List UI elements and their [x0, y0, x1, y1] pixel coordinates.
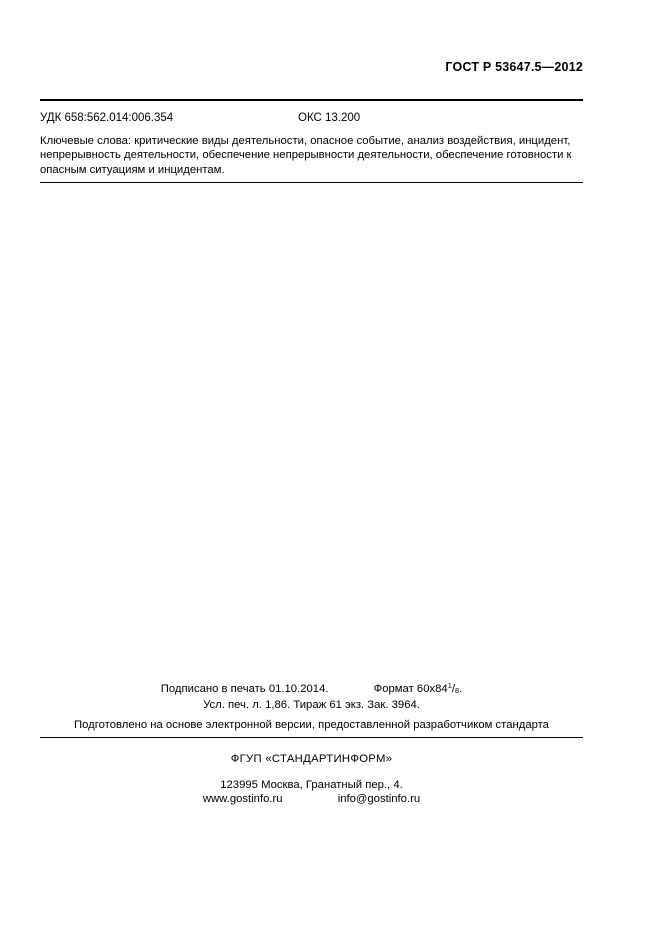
footer-divider-rule [40, 737, 583, 738]
paper-format-fraction [448, 678, 459, 698]
prepared-from-electronic-version-note: Подготовлено на основе электронной версии, предоставленной разработчиком стандарта [74, 719, 549, 731]
fraction-denominator: 8 [454, 686, 460, 695]
publisher-name: ФГУП «СТАНДАРТИНФОРМ» [230, 753, 393, 765]
paper-format [374, 678, 463, 698]
signed-to-print-date: Подписано в печать 01.10.2014. [160, 683, 329, 695]
imprint-block [40, 678, 583, 713]
oks-code: ОКС 13.200 [298, 112, 361, 124]
udk-code: УДК 658:562.014:006.354 [40, 112, 174, 124]
header-divider-rule [40, 99, 583, 101]
publisher-contacts [40, 793, 583, 805]
publisher-email-link[interactable]: info@gostinfo.ru [337, 793, 421, 805]
publisher-block [40, 753, 583, 805]
imprint-signed-row [40, 678, 583, 698]
publisher-website-link[interactable]: www.gostinfo.ru [202, 793, 283, 805]
fraction-numerator: 1 [447, 681, 452, 690]
publisher-address: 123995 Москва, Гранатный пер., 4. [220, 779, 403, 791]
paper-format-period: . [459, 683, 463, 695]
print-run-details: Усл. печ. л. 1,86. Тираж 61 экз. Зак. 3964. [203, 699, 420, 711]
page-header-standard-id: ГОСТ Р 53647.5—2012 [445, 60, 583, 74]
keywords-divider-rule [40, 182, 583, 183]
paper-format-label: Формат 60х84 [373, 683, 448, 695]
keywords-paragraph: Ключевые слова: критические виды деятельности, опасное событие, анализ воздействия, инцидент, непрерывность деятельности, обеспечение непрерывности деятельности, обеспечение готовности к опасным ситуациям и инцидентам. [40, 135, 572, 176]
fraction-slash: / [451, 683, 455, 695]
